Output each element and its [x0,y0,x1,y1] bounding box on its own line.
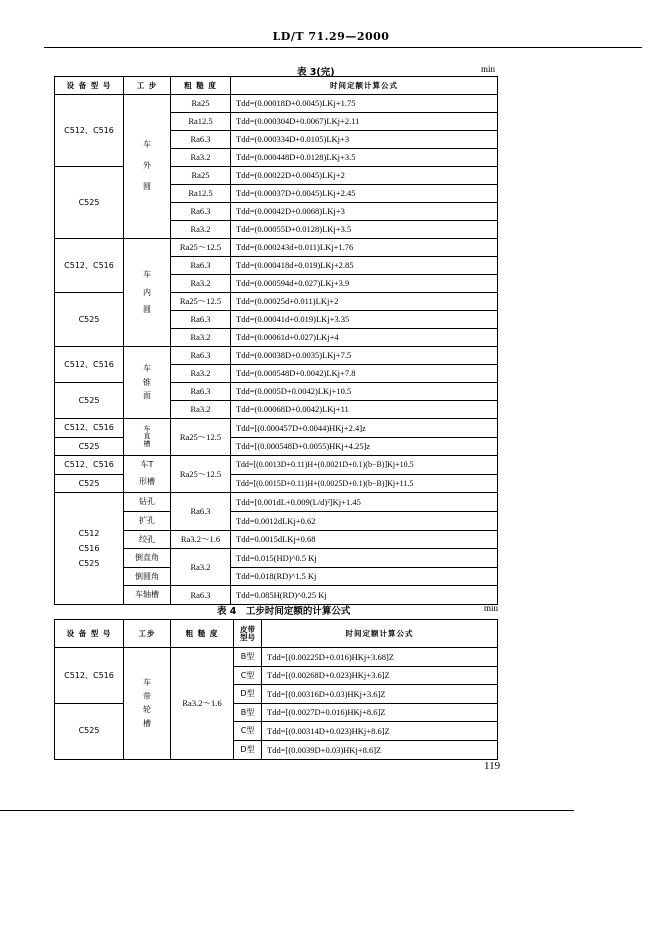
roughness-cell: Ra3.2 [171,401,231,419]
model-cell: C512、C516 [55,347,124,383]
col-header-belt-type: 皮带 型号 [234,620,262,648]
roughness-cell: Ra3.2 [171,329,231,347]
model-cell: C512 C516 C525 [55,493,124,605]
step-cell: 车 锥 面 [124,347,171,419]
model-cell: C512、C516 [55,419,124,438]
roughness-cell: Ra25～12.5 [171,456,231,493]
table3-caption: 表 3(完) [297,67,335,78]
roughness-cell: Ra3.2～1.6 [171,530,231,549]
formula-cell: Tdd=0.015(HD)^0.5 Kj [231,549,498,568]
roughness-cell: Ra6.3 [171,131,231,149]
roughness-cell: Ra6.3 [171,203,231,221]
roughness-cell: Ra3.2 [171,275,231,293]
formula-cell: Tdd=(0.00018D+0.0045)LKj+1.75 [231,95,498,113]
model-cell: C512、C516 [55,95,124,167]
formula-cell: Tdd=[(0.00225D+0.016)HKj+3.68]Z [262,648,498,667]
table-row [55,648,498,667]
formula-cell: Tdd=(0.00055D+0.0128)LKj+3.5 [231,221,498,239]
formula-cell: Tdd=(0.000548D+0.0042)LKj+7.8 [231,365,498,383]
step-cell: 倒圆角 [124,567,171,586]
formula-cell: Tdd=[(0.00314D+0.023)HKj+8.6]Z [262,722,498,741]
table3-unit: min [481,64,496,74]
roughness-cell: Ra25～12.5 [171,239,231,257]
roughness-cell: Ra25～12.5 [171,419,231,456]
belt-type-cell: B型 [234,648,262,667]
formula-cell: Tdd=(0.0005D+0.0042)LKj+10.5 [231,383,498,401]
table-row [55,95,498,113]
step-cell: 钻孔 [124,493,171,512]
formula-cell: Tdd=[(0.000548D+0.0055)HKj+4.25]z [231,437,498,456]
table4-unit: min [484,603,499,613]
step-cell: 车轴槽 [124,586,171,605]
col-header-formula: 时间定额计算公式 [231,77,498,95]
formula-cell: Tdd=(0.00068D+0.0042)LKj+11 [231,401,498,419]
formula-cell: Tdd=(0.00061d+0.027)LKj+4 [231,329,498,347]
page-number: 119 [484,760,501,772]
formula-cell: Tdd=(0.00041d+0.019)LKj+3.35 [231,311,498,329]
formula-cell: Tdd=(0.00042D+0.0068)LKj+3 [231,203,498,221]
formula-cell: Tdd=(0.00037D+0.0045)LKj+2.45 [231,185,498,203]
belt-type-cell: C型 [234,722,262,741]
formula-cell: Tdd=[(0.00268D+0.023)HKj+3.6]Z [262,666,498,685]
table-row [55,419,498,438]
roughness-cell: Ra3.2 [171,149,231,167]
belt-type-cell: D型 [234,740,262,759]
table-row [55,167,498,185]
formula-cell: Tdd=(0.000448D+0.0128)LKj+3.5 [231,149,498,167]
model-cell: C525 [55,383,124,419]
step-cell: 扩孔 [124,511,171,530]
roughness-cell: Ra12.5 [171,113,231,131]
table-header-row [55,620,498,648]
table4-caption: 表 4 工步时间定额的计算公式 [217,606,351,617]
roughness-cell: Ra25 [171,95,231,113]
table-header-row [55,77,498,95]
model-cell: C525 [55,293,124,347]
formula-cell: Tdd=0.018(RD)^1.5 Kj [231,567,498,586]
roughness-cell: Ra3.2 [171,549,231,586]
roughness-cell: Ra6.3 [171,347,231,365]
belt-type-cell: C型 [234,666,262,685]
formula-cell: Tdd=[(0.0039D+0.03)HKj+8.6]Z [262,740,498,759]
belt-type-cell: D型 [234,685,262,704]
formula-cell: Tdd=(0.00025d+0.011)LKj+2 [231,293,498,311]
table-row [55,239,498,257]
formula-cell: Tdd=[(0.0015D+0.11)H+(0.0025D+0.1)(b−B)]Kj+11.5 [231,474,498,493]
table-row [55,493,498,512]
formula-cell: Tdd=(0.00022D+0.0045)LKj+2 [231,167,498,185]
roughness-cell: Ra6.3 [171,383,231,401]
table-row [55,703,498,722]
roughness-cell: Ra25～12.5 [171,293,231,311]
table-row [55,456,498,475]
formula-cell: Tdd=(0.000334D+0.0105)LKj+3 [231,131,498,149]
model-cell: C512、C516 [55,648,124,704]
formula-cell: Tdd=0.085H(RD)^0.25 Kj [231,586,498,605]
step-cell: 车直槽 [124,419,171,456]
col-header-roughness: 粗 糙 度 [171,620,234,648]
col-header-model: 设 备 型 号 [55,620,124,648]
formula-cell: Tdd=[(0.000457D+0.0044)HKj+2.4]z [231,419,498,438]
model-cell: C525 [55,437,124,456]
step-cell: 车 带 轮 槽 [124,648,171,760]
col-header-step: 工 步 [124,77,171,95]
roughness-cell: Ra3.2 [171,221,231,239]
step-cell: 绞孔 [124,530,171,549]
model-cell: C512、C516 [55,456,124,475]
table-row [55,347,498,365]
col-header-formula: 时间定额计算公式 [262,620,498,648]
roughness-cell: Ra3.2 [171,365,231,383]
formula-cell: Tdd=[(0.0013D+0.11)H+(0.0021D+0.1)(b−B)]Kj+10.5 [231,456,498,475]
table3 [54,76,498,605]
formula-cell: Tdd=(0.000304D+0.0067)LKj+2.11 [231,113,498,131]
table-row [55,437,498,456]
roughness-cell: Ra3.2～1.6 [171,648,234,760]
roughness-cell: Ra12.5 [171,185,231,203]
col-header-roughness: 粗 糙 度 [171,77,231,95]
belt-type-cell: B型 [234,703,262,722]
step-cell: 倒直角 [124,549,171,568]
table-row [55,293,498,311]
table-row [55,383,498,401]
model-cell: C525 [55,167,124,239]
roughness-cell: Ra6.3 [171,311,231,329]
document-code: LD/T 71.29—2000 [272,30,390,43]
roughness-cell: Ra25 [171,167,231,185]
formula-cell: Tdd=(0.00038D+0.0035)LKj+7.5 [231,347,498,365]
table-row [55,474,498,493]
model-cell: C525 [55,703,124,759]
formula-cell: Tdd=(0.000594d+0.027)LKj+3.9 [231,275,498,293]
footer-rule [0,810,574,811]
col-header-step: 工步 [124,620,171,648]
step-cell: 车 内 圆 [124,239,171,347]
formula-cell: Tdd=[(0.0027D+0.016)HKj+8.6]Z [262,703,498,722]
formula-cell: Tdd=(0.000243d+0.011)LKj+1.76 [231,239,498,257]
formula-cell: Tdd=0.0012dLKj+0.62 [231,511,498,530]
header-rule [44,47,642,48]
model-cell: C525 [55,474,124,493]
step-cell: 车T 形槽 [124,456,171,493]
formula-cell: Tdd=[0.001dL+0.009(L/d)²]Kj+1.45 [231,493,498,512]
formula-cell: Tdd=[(0.00316D+0.03)HKj+3.6]Z [262,685,498,704]
table4 [54,619,498,760]
roughness-cell: Ra6.3 [171,257,231,275]
formula-cell: Tdd=(0.000418d+0.019)LKj+2.85 [231,257,498,275]
roughness-cell: Ra6.3 [171,493,231,530]
formula-cell: Tdd=0.0015dLKj+0.68 [231,530,498,549]
roughness-cell: Ra6.3 [171,586,231,605]
model-cell: C512、C516 [55,239,124,293]
step-cell: 车 外 圆 [124,95,171,239]
col-header-model: 设 备 型 号 [55,77,124,95]
